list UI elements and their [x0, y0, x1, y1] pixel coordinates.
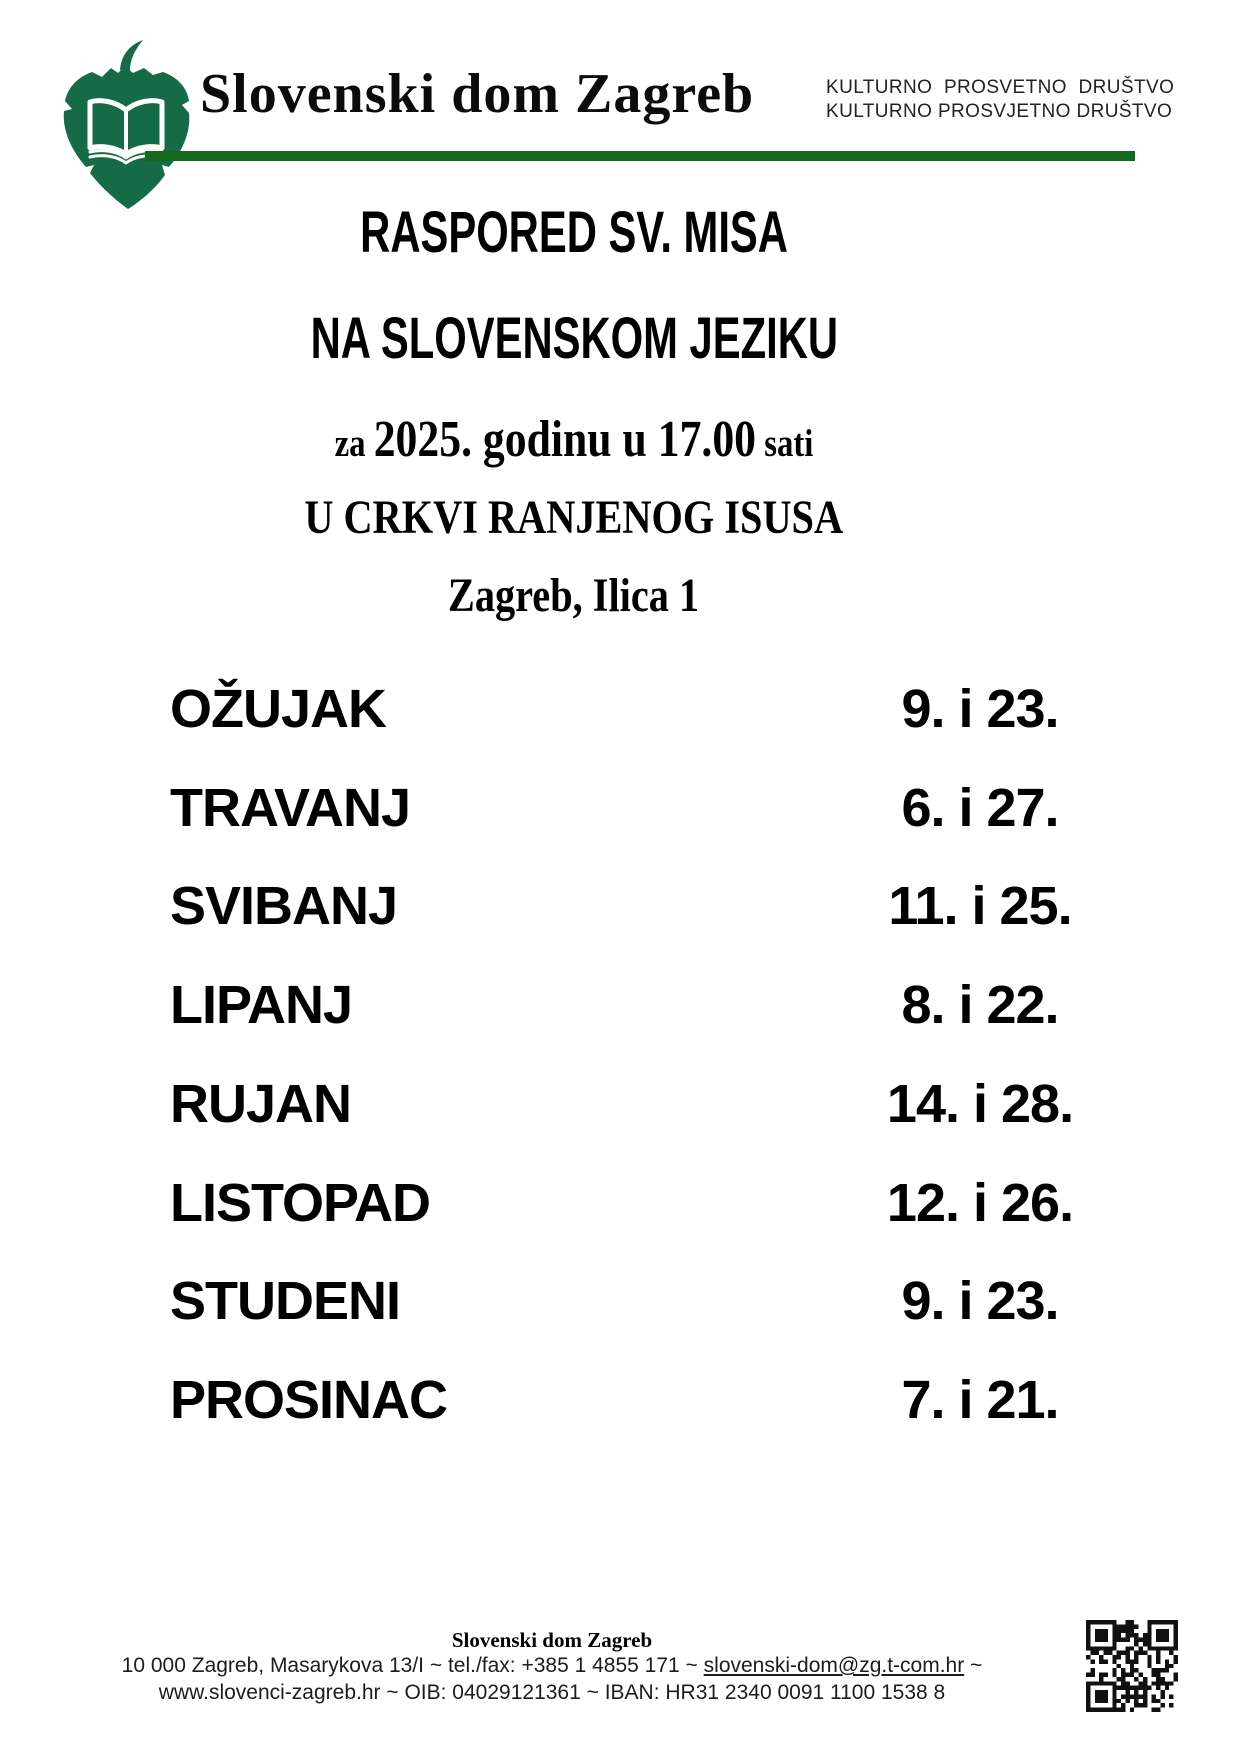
schedule-dates: 14. i 28.	[886, 1073, 1074, 1134]
church-line: U CRKVI RANJENOG ISUSA	[304, 491, 844, 544]
schedule-month: OŽUJAK	[170, 679, 387, 739]
org-title: Slovenski dom Zagreb	[200, 63, 755, 125]
schedule-row	[0, 679, 1241, 752]
address-line: Zagreb, Ilica 1	[448, 569, 700, 622]
schedule-dates: 9. i 23.	[901, 679, 1059, 739]
schedule-dates: 6. i 27.	[901, 777, 1059, 838]
society-subtitle	[826, 76, 1175, 124]
schedule-month: LISTOPAD	[170, 1172, 431, 1233]
subtitle-prefix: za	[334, 422, 374, 465]
email-link[interactable]: slovenski-dom@zg.t-com.hr	[703, 1654, 965, 1677]
footer-address: 10 000 Zagreb, Masarykova 13/I ~ tel./fax: +385 1 4855 171 ~	[121, 1654, 704, 1677]
header-divider	[145, 151, 1135, 161]
subtitle-emphasis: 2025. godinu u 17.00	[373, 411, 757, 468]
society-line-1: KULTURNO PROSVETNO DRUŠTVO	[826, 77, 1175, 98]
schedule-dates: 8. i 22.	[901, 975, 1059, 1036]
schedule-month: TRAVANJ	[170, 777, 411, 838]
schedule-row	[0, 1073, 1241, 1147]
linden-leaf-book-logo-icon	[50, 38, 202, 214]
qr-code	[1086, 1620, 1178, 1712]
main-title-line-2: NA SLOVENSKOM JEZIKU	[310, 306, 838, 371]
year-time-line	[0, 411, 1148, 468]
footer-web-oib-iban-line: www.slovenci-zagreb.hr ~ OIB: 04029121361 ~ IBAN: HR31 2340 0091 1100 1538 8	[158, 1681, 946, 1704]
schedule-dates: 12. i 26.	[886, 1172, 1074, 1233]
society-line-2: KULTURNO PROSVJETNO DRUŠTVO	[826, 101, 1173, 122]
schedule-month: STUDENI	[170, 1271, 401, 1332]
schedule-month: LIPANJ	[170, 975, 353, 1036]
schedule-row	[0, 975, 1241, 1048]
schedule-row	[0, 876, 1241, 949]
footer-contact-line	[0, 1654, 1104, 1677]
schedule-row	[0, 1369, 1241, 1443]
schedule-row	[0, 1271, 1241, 1344]
main-title-line-1: RASPORED SV. MISA	[360, 200, 788, 265]
schedule-row	[0, 777, 1241, 851]
schedule-month: SVIBANJ	[170, 876, 398, 937]
footer-org-title: Slovenski dom Zagreb	[451, 1628, 653, 1652]
schedule-row	[0, 1172, 1241, 1246]
schedule-dates: 7. i 21.	[901, 1369, 1059, 1430]
footer-address-tail: ~	[964, 1654, 983, 1677]
subtitle-suffix: sati	[756, 422, 814, 465]
schedule-dates: 11. i 25.	[888, 876, 1072, 937]
schedule-month: RUJAN	[170, 1073, 352, 1134]
schedule-month: PROSINAC	[170, 1369, 448, 1430]
schedule-dates: 9. i 23.	[901, 1271, 1059, 1332]
